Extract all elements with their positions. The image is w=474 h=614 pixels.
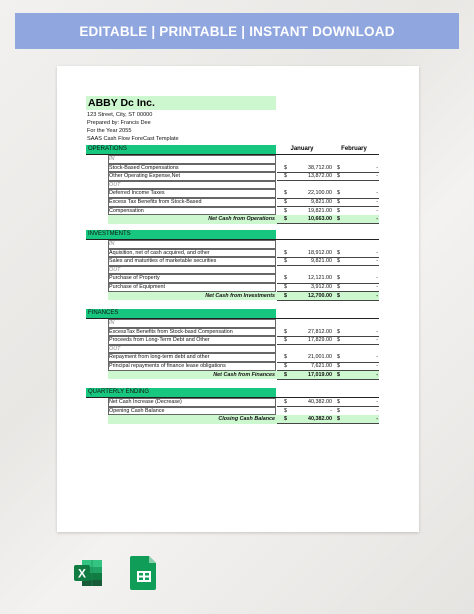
january-value[interactable]: 9,821.00 [311, 199, 332, 205]
row-label[interactable]: Proceeds from Long-Term Debt and Other [109, 337, 210, 344]
february-value[interactable]: - [376, 399, 378, 405]
february-value[interactable]: - [376, 275, 378, 282]
february-value[interactable]: - [376, 371, 378, 378]
currency-symbol: $ [337, 363, 340, 369]
row-label[interactable]: Deferred Income Taxes [109, 190, 165, 197]
january-value[interactable]: 18,912.00 [308, 249, 332, 256]
currency-symbol: $ [337, 371, 340, 378]
value-underline [277, 379, 379, 380]
currency-symbol: $ [284, 275, 287, 282]
row-label[interactable]: IN [109, 156, 115, 162]
currency-symbol: $ [337, 416, 340, 423]
february-value[interactable]: - [376, 328, 378, 335]
currency-symbol: $ [284, 216, 287, 223]
section-header-finances: FINANCES [86, 309, 276, 318]
value-underline [277, 423, 379, 424]
row-label[interactable]: Net Cash Increase (Decrease) [109, 399, 182, 405]
row-label[interactable]: Other Operating Expense,Net [109, 173, 181, 180]
january-value[interactable]: 22,100.00 [308, 190, 332, 197]
row-label[interactable]: Compensation [109, 207, 144, 214]
row-label[interactable]: Net Cash from Investments [205, 292, 275, 299]
row-label[interactable]: Stock-Based Compensations [109, 164, 179, 171]
prepared-by: Prepared by: Francis Dee [87, 120, 151, 126]
row-label[interactable]: Closing Cash Balance [218, 416, 275, 423]
row-label[interactable]: OUT [109, 345, 121, 352]
label-cell [108, 345, 276, 354]
currency-symbol: $ [284, 258, 287, 265]
currency-symbol: $ [284, 399, 287, 405]
february-value[interactable]: - [376, 190, 378, 197]
february-value[interactable]: - [376, 258, 378, 265]
column-header-february: February [341, 146, 367, 152]
january-value[interactable]: 3,912.00 [311, 284, 332, 290]
currency-symbol: $ [337, 328, 340, 335]
january-value[interactable]: 19,821.00 [308, 207, 332, 214]
currency-symbol: $ [337, 207, 340, 214]
row-label[interactable]: IN [109, 320, 115, 326]
february-value[interactable]: - [376, 199, 378, 205]
currency-symbol: $ [284, 292, 287, 299]
section-header-quarterly-ending: QUARTERLY ENDING [86, 388, 276, 397]
currency-symbol: $ [337, 284, 340, 290]
row-label[interactable]: Aquisition, net of cash acquired, and other [109, 249, 210, 256]
currency-symbol: $ [284, 354, 287, 361]
label-cell [108, 266, 276, 275]
google-sheets-icon[interactable] [130, 554, 158, 590]
value-underline [277, 223, 379, 224]
row-label[interactable]: IN [109, 241, 115, 247]
row-label[interactable]: Repayment from long-term debt and other [109, 354, 210, 361]
january-value[interactable]: 7,621.00 [311, 363, 332, 369]
banner: EDITABLE | PRINTABLE | INSTANT DOWNLOAD [15, 13, 459, 49]
february-value[interactable]: - [376, 407, 378, 414]
subheading-row [108, 240, 379, 249]
currency-symbol: $ [284, 190, 287, 197]
row-label[interactable]: Opening Cash Balance [109, 407, 165, 414]
label-cell [108, 155, 276, 164]
january-value[interactable]: 27,812.00 [308, 328, 332, 335]
section-header-investments: INVESTMENTS [86, 230, 276, 239]
currency-symbol: $ [337, 216, 340, 223]
february-value[interactable]: - [376, 292, 378, 299]
january-value[interactable]: 38,712.00 [308, 164, 332, 171]
january-value[interactable]: 21,001.00 [308, 354, 332, 361]
row-label[interactable]: OUT [109, 181, 121, 188]
january-value[interactable]: 10,663.00 [308, 216, 332, 223]
subheading-row [108, 345, 379, 354]
january-value[interactable]: 13,872.00 [308, 173, 332, 180]
february-value[interactable]: - [376, 164, 378, 171]
currency-symbol: $ [337, 354, 340, 361]
currency-symbol: $ [284, 363, 287, 369]
currency-symbol: $ [284, 371, 287, 378]
january-value[interactable]: 12,700.00 [308, 292, 332, 299]
february-value[interactable]: - [376, 216, 378, 223]
january-value[interactable]: 17,829.00 [308, 337, 332, 344]
january-value[interactable]: - [330, 407, 332, 414]
february-value[interactable]: - [376, 284, 378, 290]
label-cell [108, 240, 276, 249]
currency-symbol: $ [284, 416, 287, 423]
value-underline [277, 300, 379, 301]
currency-symbol: $ [284, 249, 287, 256]
currency-symbol: $ [337, 337, 340, 344]
february-value[interactable]: - [376, 207, 378, 214]
row-label[interactable]: Excess Tax Benefits from Stock-Based [109, 199, 202, 205]
subheading-row [108, 266, 379, 275]
currency-symbol: $ [337, 407, 340, 414]
february-value[interactable]: - [376, 337, 378, 344]
currency-symbol: $ [337, 275, 340, 282]
document-page [57, 66, 419, 532]
january-value[interactable]: 40,382.00 [308, 399, 332, 405]
svg-text:X: X [77, 566, 87, 581]
row-label[interactable]: Sales and maturities of marketable securities [109, 258, 217, 265]
currency-symbol: $ [284, 337, 287, 344]
currency-symbol: $ [284, 328, 287, 335]
currency-symbol: $ [284, 207, 287, 214]
row-label[interactable]: ExcessTax Benefits from Stock-basd Compensation [109, 328, 233, 335]
subheading-row [108, 319, 379, 328]
section-header-operations: OPERATIONS [86, 145, 276, 154]
currency-symbol: $ [284, 173, 287, 180]
currency-symbol: $ [337, 292, 340, 299]
february-value[interactable]: - [376, 363, 378, 369]
template-name: SAAS Cash Flow ForeCast Template [87, 136, 179, 142]
currency-symbol: $ [337, 399, 340, 405]
february-value[interactable]: - [376, 173, 378, 180]
currency-symbol: $ [337, 258, 340, 265]
currency-symbol: $ [284, 164, 287, 171]
row-label[interactable]: Principal repayments of finance lease obligations [109, 363, 226, 369]
currency-symbol: $ [337, 249, 340, 256]
currency-symbol: $ [284, 199, 287, 205]
label-cell [108, 181, 276, 190]
row-label[interactable]: Net Cash from Operations [208, 216, 275, 223]
row-label[interactable]: Net Cash from Finances [213, 371, 275, 378]
february-value[interactable]: - [376, 354, 378, 361]
subheading-row [108, 181, 379, 190]
february-value[interactable]: - [376, 249, 378, 256]
address: 123 Street, City, ST 00000 [87, 112, 153, 118]
currency-symbol: $ [284, 407, 287, 414]
for-year: For the Year 2055 [87, 128, 132, 134]
currency-symbol: $ [337, 164, 340, 171]
row-label[interactable]: OUT [109, 266, 121, 273]
january-value[interactable]: 12,121.00 [308, 275, 332, 282]
excel-icon[interactable] [72, 557, 104, 589]
january-value[interactable]: 17,019.00 [308, 371, 332, 378]
label-cell [108, 319, 276, 328]
row-label[interactable]: Purchase of Equipment [109, 284, 166, 290]
january-value[interactable]: 40,382.00 [308, 416, 332, 423]
column-header-january: January [290, 146, 314, 152]
currency-symbol: $ [337, 190, 340, 197]
february-value[interactable]: - [376, 416, 378, 423]
subheading-row [108, 155, 379, 164]
january-value[interactable]: 9,821.00 [311, 258, 332, 265]
row-label[interactable]: Purchase of Property [109, 275, 160, 282]
company-name: ABBY Dc Inc. [86, 96, 276, 110]
currency-symbol: $ [337, 173, 340, 180]
currency-symbol: $ [284, 284, 287, 290]
currency-symbol: $ [337, 199, 340, 205]
